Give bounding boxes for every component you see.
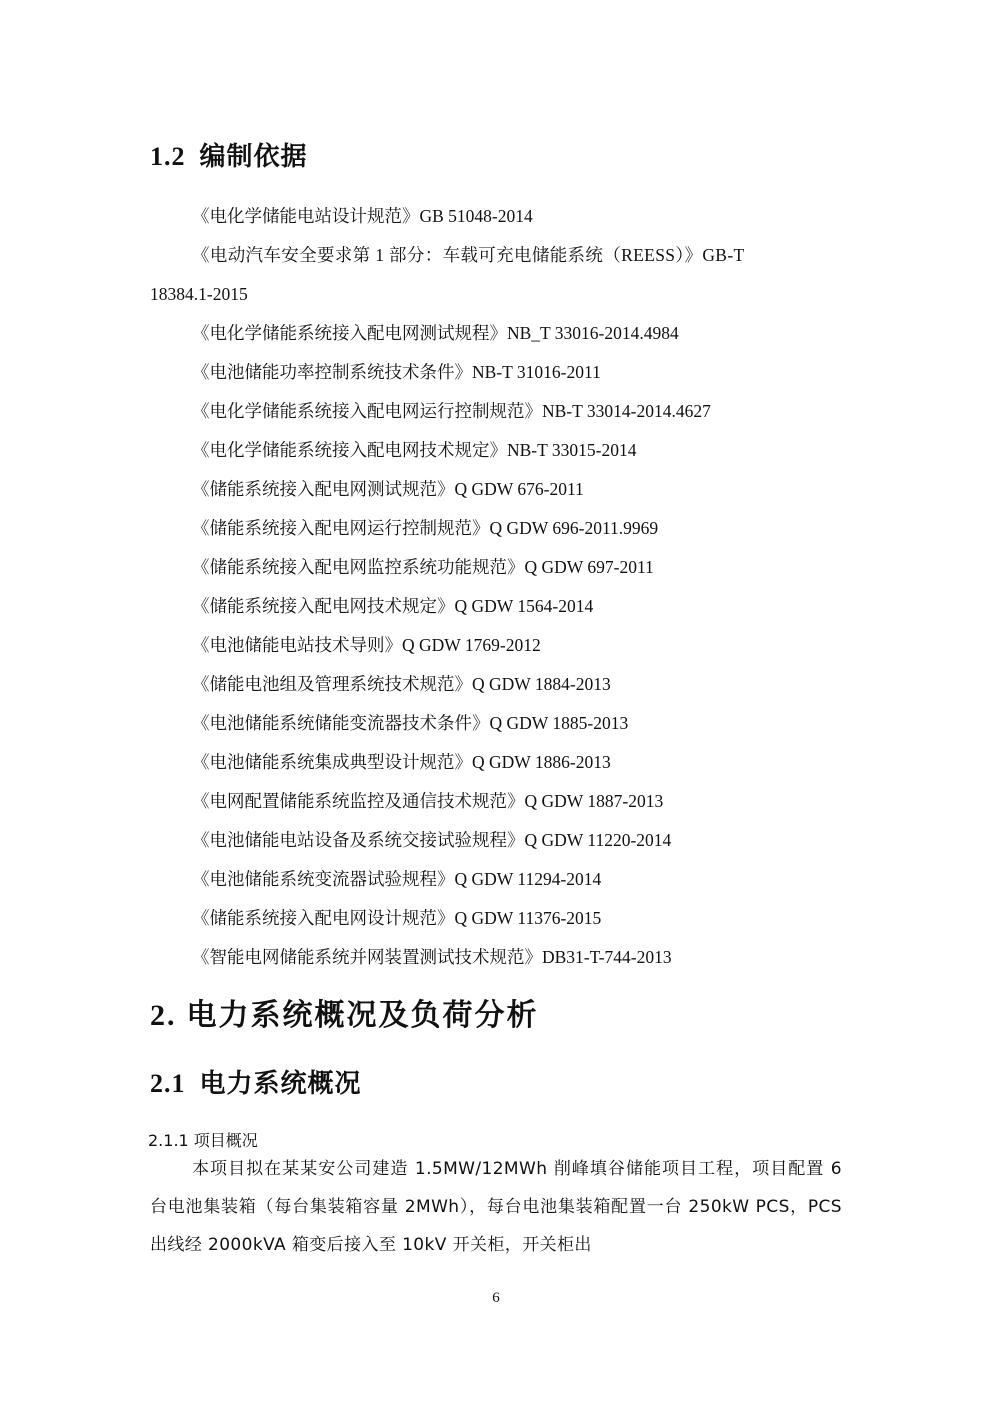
reference-item: 《电网配置储能系统监控及通信技术规范》Q GDW 1887-2013	[192, 791, 664, 811]
section-number: 2.	[150, 999, 177, 1032]
reference-item: 《电化学储能系统接入配电网运行控制规范》NB-T 33014-2014.4627	[192, 401, 711, 421]
reference-item: 《电池储能功率控制系统技术条件》NB-T 31016-2011	[192, 362, 601, 382]
reference-list	[150, 197, 842, 977]
reference-item: 《储能系统接入配电网技术规定》Q GDW 1564-2014	[192, 596, 594, 616]
section-2-heading	[150, 990, 539, 1034]
reference-item: 《电池储能系统集成典型设计规范》Q GDW 1886-2013	[192, 752, 611, 772]
reference-item: 《储能电池组及管理系统技术规范》Q GDW 1884-2013	[192, 674, 611, 694]
reference-item: 《储能系统接入配电网运行控制规范》Q GDW 696-2011.9969	[192, 518, 659, 538]
section-title: 编制依据	[199, 142, 308, 172]
reference-item: 《电池储能系统储能变流器技术条件》Q GDW 1885-2013	[192, 713, 629, 733]
reference-item: 《电池储能系统变流器试验规程》Q GDW 11294-2014	[192, 869, 602, 889]
body-paragraph: 本项目拟在某某安公司建造 1.5MW/12MWh 削峰填谷储能项目工程，项目配置 6 台电池集装箱（每台集装箱容量 2MWh），每台电池集装箱配置一台 250kW PCS，PCS 出线经 2000kVA 箱变后接入至 10kV 开关柜，开关柜出	[150, 1159, 842, 1255]
page-number: 6	[492, 1290, 500, 1306]
section-number: 1.2	[150, 142, 186, 171]
section-number: 2.1	[150, 1069, 186, 1098]
section-2-1-heading	[150, 1063, 362, 1100]
section-2-1-1-heading: 2.1.1 项目概况	[148, 1131, 258, 1150]
reference-item: 《电化学储能系统接入配电网测试规程》NB_T 33016-2014.4984	[192, 323, 679, 343]
section-title: 电力系统概况及负荷分析	[186, 998, 539, 1033]
reference-item: 《储能系统接入配电网测试规范》Q GDW 676-2011	[192, 479, 584, 499]
section-1-2-heading	[150, 136, 308, 173]
reference-item: 《电池储能电站设备及系统交接试验规程》Q GDW 11220-2014	[192, 830, 672, 850]
reference-item-continuation: 18384.1-2015	[150, 284, 248, 304]
reference-item: 《电动汽车安全要求第 1 部分：车载可充电储能系统（REESS）》GB-T	[192, 245, 745, 265]
reference-item: 《储能系统接入配电网设计规范》Q GDW 11376-2015	[192, 908, 602, 928]
reference-item: 《电化学储能电站设计规范》GB 51048-2014	[192, 206, 533, 226]
reference-item: 《储能系统接入配电网监控系统功能规范》Q GDW 697-2011	[192, 557, 654, 577]
reference-item: 《电化学储能系统接入配电网技术规定》NB-T 33015-2014	[192, 440, 637, 460]
section-title: 电力系统概况	[199, 1069, 362, 1099]
reference-item: 《智能电网储能系统并网装置测试技术规范》DB31-T-744-2013	[192, 947, 672, 967]
reference-item: 《电池储能电站技术导则》Q GDW 1769-2012	[192, 635, 541, 655]
